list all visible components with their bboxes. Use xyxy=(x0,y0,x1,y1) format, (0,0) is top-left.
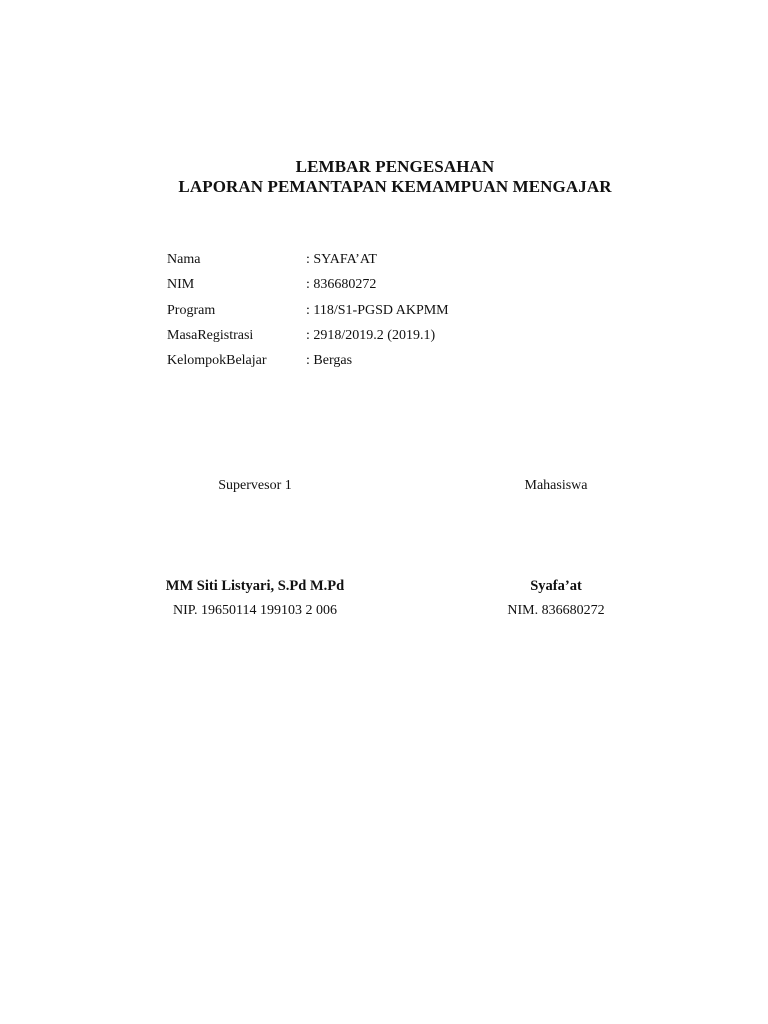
info-row-nim xyxy=(167,276,449,301)
info-label: NIM xyxy=(167,277,195,293)
info-value: : 836680272 xyxy=(306,277,377,293)
document-title-line1: LEMBAR PENGESAHAN xyxy=(295,157,495,176)
info-value: : SYAFA’AT xyxy=(306,252,377,267)
info-row-masa-registrasi xyxy=(167,327,449,352)
info-label: MasaRegistrasi xyxy=(167,327,254,343)
info-row-kelompok-belajar xyxy=(167,352,449,377)
info-row-program xyxy=(167,302,449,327)
supervisor-name: MM Siti Listyari, S.Pd M.Pd xyxy=(165,578,345,594)
supervisor-role: Supervesor 1 xyxy=(218,478,292,493)
info-label: KelompokBelajar xyxy=(167,353,267,369)
info-value: : 2918/2019.2 (2019.1) xyxy=(306,327,436,343)
student-info-block xyxy=(167,251,449,377)
info-value: : 118/S1-PGSD AKPMM xyxy=(306,302,449,318)
student-nim: NIM. 836680272 xyxy=(507,603,605,618)
info-label: Nama xyxy=(167,252,201,267)
student-role: Mahasiswa xyxy=(524,478,588,493)
document-title-line2: LAPORAN PEMANTAPAN KEMAMPUAN MENGAJAR xyxy=(178,177,612,196)
supervisor-nip: NIP. 19650114 199103 2 006 xyxy=(173,603,337,618)
student-name: Syafa’at xyxy=(530,578,582,594)
info-value: : Bergas xyxy=(306,353,353,369)
info-label: Program xyxy=(167,302,216,318)
info-row-nama xyxy=(167,251,449,276)
